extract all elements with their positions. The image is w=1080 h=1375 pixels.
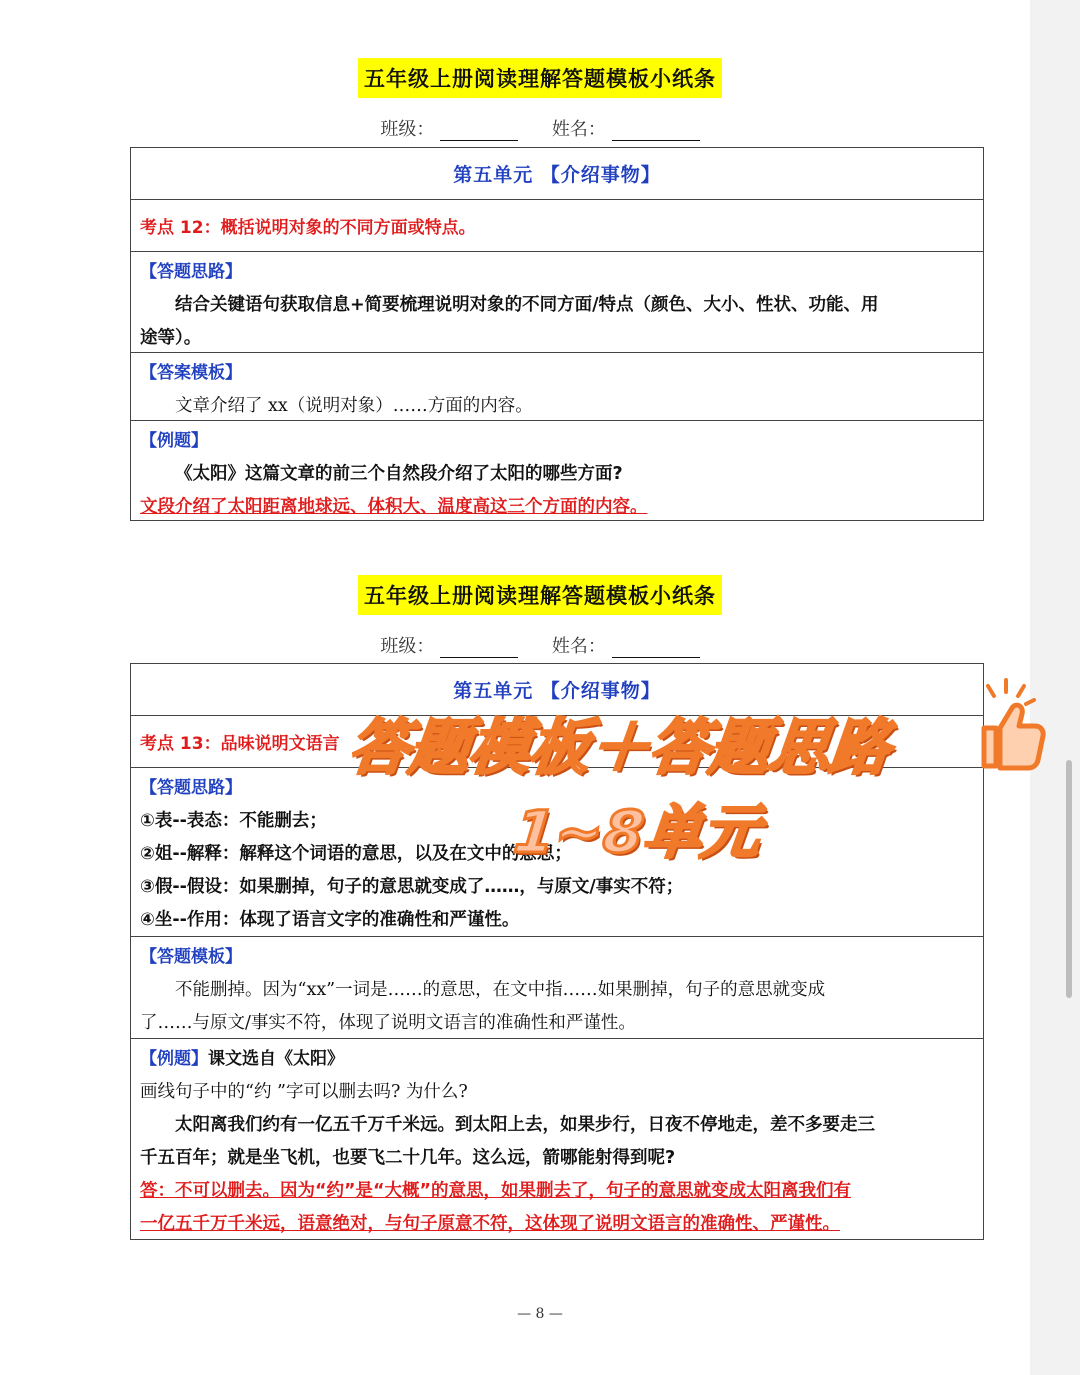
kaodian-heading: 考点 13：品味说明文语言 (131, 716, 983, 768)
section-thinking (131, 252, 983, 353)
overlay-subheadline: 1~8单元 (510, 798, 764, 866)
section-line: 途等）。 (140, 328, 202, 348)
thumbs-up-icon (968, 676, 1048, 776)
page-number: — 8 — (517, 1306, 563, 1322)
section-line: ①表--表态：不能删去； (140, 811, 327, 831)
student-info-2 (0, 632, 1080, 658)
example-passage: 太阳离我们约有一亿五千万千米远。到太阳上去，如果步行，日夜不停地走，差不多要走三 (175, 1115, 875, 1135)
section-line: ③假--假设：如果删掉，句子的意思就变成了……，与原文/事实不符； (140, 877, 684, 897)
section-example (131, 1039, 983, 1239)
section-head: 【答题思路】 (140, 262, 242, 282)
page-title: 五年级上册阅读理解答题模板小纸条 (358, 575, 722, 615)
example-passage: 千五百年；就是坐飞机，也要飞二十几年。这么远，箭哪能射得到呢? (140, 1148, 676, 1168)
example-answer: 一亿五千万千米远，语意绝对，与句子原意不符，这体现了说明文语言的准确性、严谨性。 (140, 1214, 840, 1234)
class-label: 班级： (380, 636, 435, 657)
section-head: 【例题】 (140, 1049, 208, 1069)
section-line: 不能删掉。因为“xx”一词是……的意思，在文中指……如果删掉，句子的意思就变成 (175, 980, 826, 1000)
class-blank (440, 122, 518, 141)
example-answer: 答：不可以删去。因为“约”是“大概”的意思，如果删去了，句子的意思就变成太阳离我们有 (140, 1181, 852, 1201)
section-head: 【答题思路】 (140, 778, 242, 798)
name-blank (612, 639, 700, 658)
section-template (131, 937, 983, 1039)
section-template (131, 353, 983, 421)
kaodian-heading: 考点 12：概括说明对象的不同方面或特点。 (131, 200, 983, 252)
example-source: 课文选自《太阳》 (208, 1049, 344, 1069)
title-wrap-2 (0, 575, 1080, 615)
example-question: 《太阳》这篇文章的前三个自然段介绍了太阳的哪些方面? (175, 464, 623, 484)
section-line: 结合关键语句获取信息+简要梳理说明对象的不同方面/特点（颜色、大小、性状、功能、用 (175, 295, 879, 315)
section-head: 【例题】 (140, 431, 208, 451)
page-title: 五年级上册阅读理解答题模板小纸条 (358, 58, 722, 98)
section-example (131, 421, 983, 520)
title-wrap-1 (0, 58, 1080, 98)
unit-heading: 第五单元 【介绍事物】 (131, 148, 983, 200)
unit-heading: 第五单元 【介绍事物】 (131, 664, 983, 716)
template-card-1 (130, 147, 984, 521)
scrollbar[interactable] (1066, 760, 1072, 998)
section-head: 【答题模板】 (140, 947, 242, 967)
name-label: 姓名： (551, 119, 606, 140)
student-info-1 (0, 115, 1080, 141)
name-label: 姓名： (551, 636, 606, 657)
name-blank (612, 122, 700, 141)
section-line: ④坐--作用：体现了语言文字的准确性和严谨性。 (140, 910, 520, 930)
section-head: 【答案模板】 (140, 363, 242, 383)
class-blank (440, 639, 518, 658)
section-line: 文章介绍了 xx（说明对象）……方面的内容。 (175, 396, 533, 416)
section-line: ②姐--解释：解释这个词语的意思，以及在文中的意思； (140, 844, 572, 864)
example-question: 画线句子中的“约 ”字可以删去吗? 为什么? (140, 1082, 468, 1102)
class-label: 班级： (380, 119, 435, 140)
example-answer: 文段介绍了太阳距离地球远、体积大、温度高这三个方面的内容。 (140, 497, 648, 517)
section-line: 了……与原文/事实不符，体现了说明文语言的准确性和严谨性。 (140, 1013, 636, 1033)
overlay-headline: 答题模板＋答题思路 (345, 713, 894, 783)
